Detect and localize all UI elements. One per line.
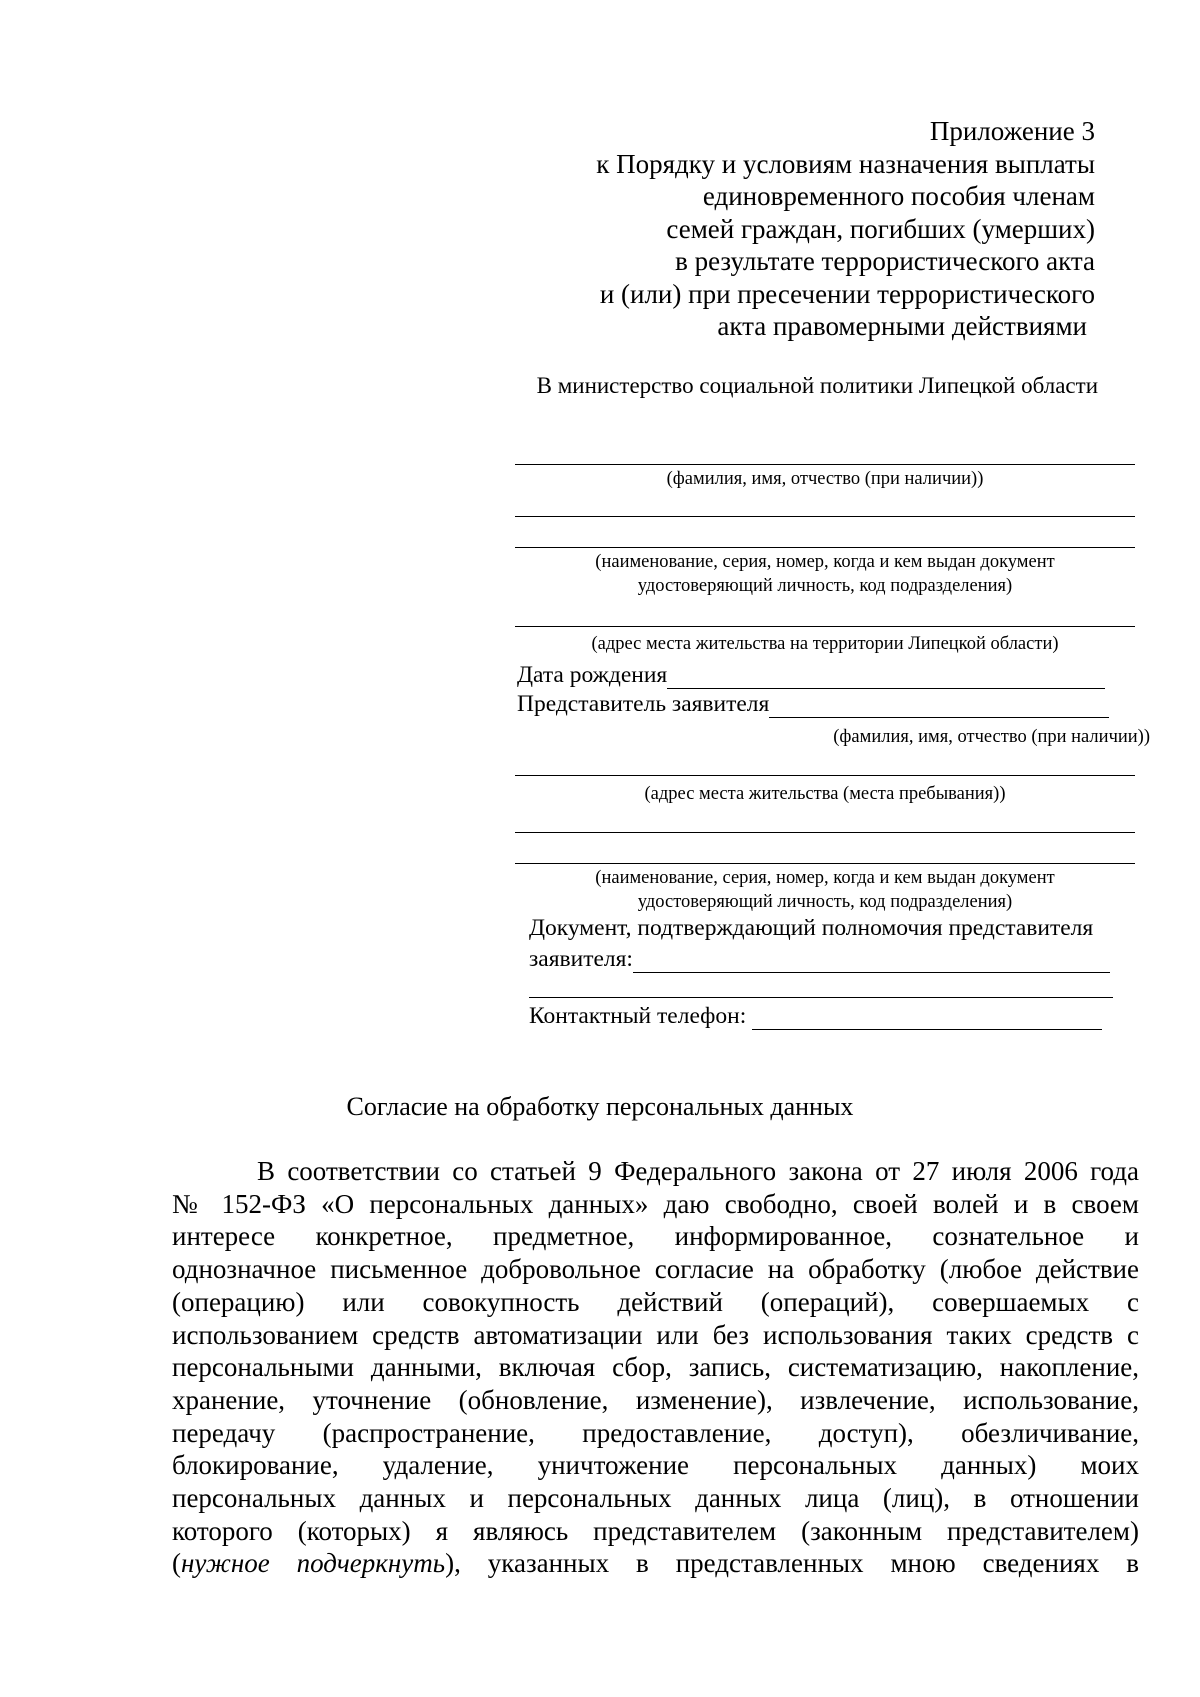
phone-input[interactable] — [752, 1007, 1102, 1030]
authority-document-input[interactable] — [633, 950, 1110, 973]
body-line: № 152-ФЗ «О персональных данных» даю свободно, своей волей и в своем — [172, 1188, 1139, 1219]
body-line: которого (которых) я являюсь представителем (законным представителем) — [172, 1515, 1139, 1546]
addressee: В министерство социальной политики Липецкой области — [536, 373, 1098, 398]
body-line: однозначное письменное добровольное согласие на обработку (любое действие — [172, 1254, 1139, 1285]
body-line: В соответствии со статьей 9 Федерального закона от 27 июля 2006 года — [257, 1156, 1139, 1186]
caption-representative-document-2: удостоверяющий личность, код подразделения) — [637, 892, 1013, 912]
body-line: использованием средств автоматизации или без использования таких средств с — [172, 1319, 1139, 1350]
header-line: и (или) при пресечении террористического — [599, 278, 1095, 309]
caption-representative-address: (адрес места жительства (места пребывания)) — [644, 784, 1006, 804]
header-line: к Порядку и условиям назначения выплаты — [596, 148, 1095, 179]
birth-date-label: Дата рождения — [517, 662, 668, 688]
birth-date-input[interactable] — [667, 666, 1105, 689]
body-line-rest: ), указанных в представленных мною сведениях в — [445, 1548, 1139, 1579]
consent-title: Согласие на обработку персональных данных — [346, 1092, 854, 1121]
header-line: семей граждан, погибших (умерших) — [666, 213, 1095, 244]
birth-date-field — [517, 661, 1105, 689]
authority-document-extra-line[interactable] — [529, 997, 1113, 998]
authority-document-label-2: заявителя: — [529, 946, 633, 972]
body-line: интересе конкретное, предметное, информированное, сознательное и — [172, 1221, 1139, 1252]
representative-field — [517, 690, 1109, 718]
body-line: передачу (распространение, предоставление, доступ), обезличивание, — [172, 1417, 1139, 1448]
body-line: персональных данных и персональных данных лица (лиц), в отношении — [172, 1483, 1139, 1514]
header-line: акта правомерными действиями — [717, 311, 1087, 341]
caption-representative-document-1: (наименование, серия, номер, когда и кем выдан документ — [595, 868, 1055, 888]
body-line: хранение, уточнение (обновление, изменение), извлечение, использование, — [172, 1384, 1139, 1415]
body-italic-note: нужное подчеркнуть — [181, 1548, 446, 1579]
header-line: Приложение 3 — [929, 116, 1095, 146]
caption-applicant-address: (адрес места жительства на территории Липецкой области) — [591, 634, 1059, 654]
body-paren-open: ( — [172, 1548, 181, 1579]
applicant-fio-line[interactable] — [515, 464, 1135, 465]
body-line: персональными данными, включая сбор, запись, систематизацию, накопление, — [172, 1352, 1139, 1383]
phone-field — [529, 1002, 1102, 1030]
caption-applicant-document-1: (наименование, серия, номер, когда и кем выдан документ — [595, 552, 1055, 572]
header-line: в результате террористического акта — [675, 246, 1095, 276]
phone-label: Контактный телефон: — [529, 1003, 747, 1029]
caption-applicant-fio: (фамилия, имя, отчество (при наличии)) — [666, 469, 984, 489]
body-line: (операцию) или совокупность действий (операций), совершаемых с — [172, 1286, 1139, 1317]
representative-address-line[interactable] — [515, 775, 1135, 776]
representative-document-line-2[interactable] — [515, 863, 1135, 864]
applicant-document-line-2[interactable] — [515, 547, 1135, 548]
representative-input[interactable] — [769, 695, 1109, 718]
caption-applicant-document-2: удостоверяющий личность, код подразделения) — [637, 576, 1013, 596]
representative-label: Представитель заявителя — [517, 691, 770, 717]
appendix-header — [475, 115, 1095, 343]
applicant-document-line-1[interactable] — [515, 516, 1135, 517]
authority-document-label: Документ, подтверждающий полномочия представителя — [529, 915, 1094, 941]
applicant-address-line[interactable] — [515, 626, 1135, 627]
body-line: блокирование, удаление, уничтожение персональных данных) моих — [172, 1450, 1139, 1481]
caption-representative-fio: (фамилия, имя, отчество (при наличии)) — [833, 727, 1150, 747]
authority-document-field — [529, 945, 1110, 973]
representative-document-line-1[interactable] — [515, 832, 1135, 833]
header-line: единовременного пособия членам — [702, 181, 1095, 211]
body-line-last — [172, 1547, 1139, 1580]
consent-body — [172, 1155, 1139, 1580]
